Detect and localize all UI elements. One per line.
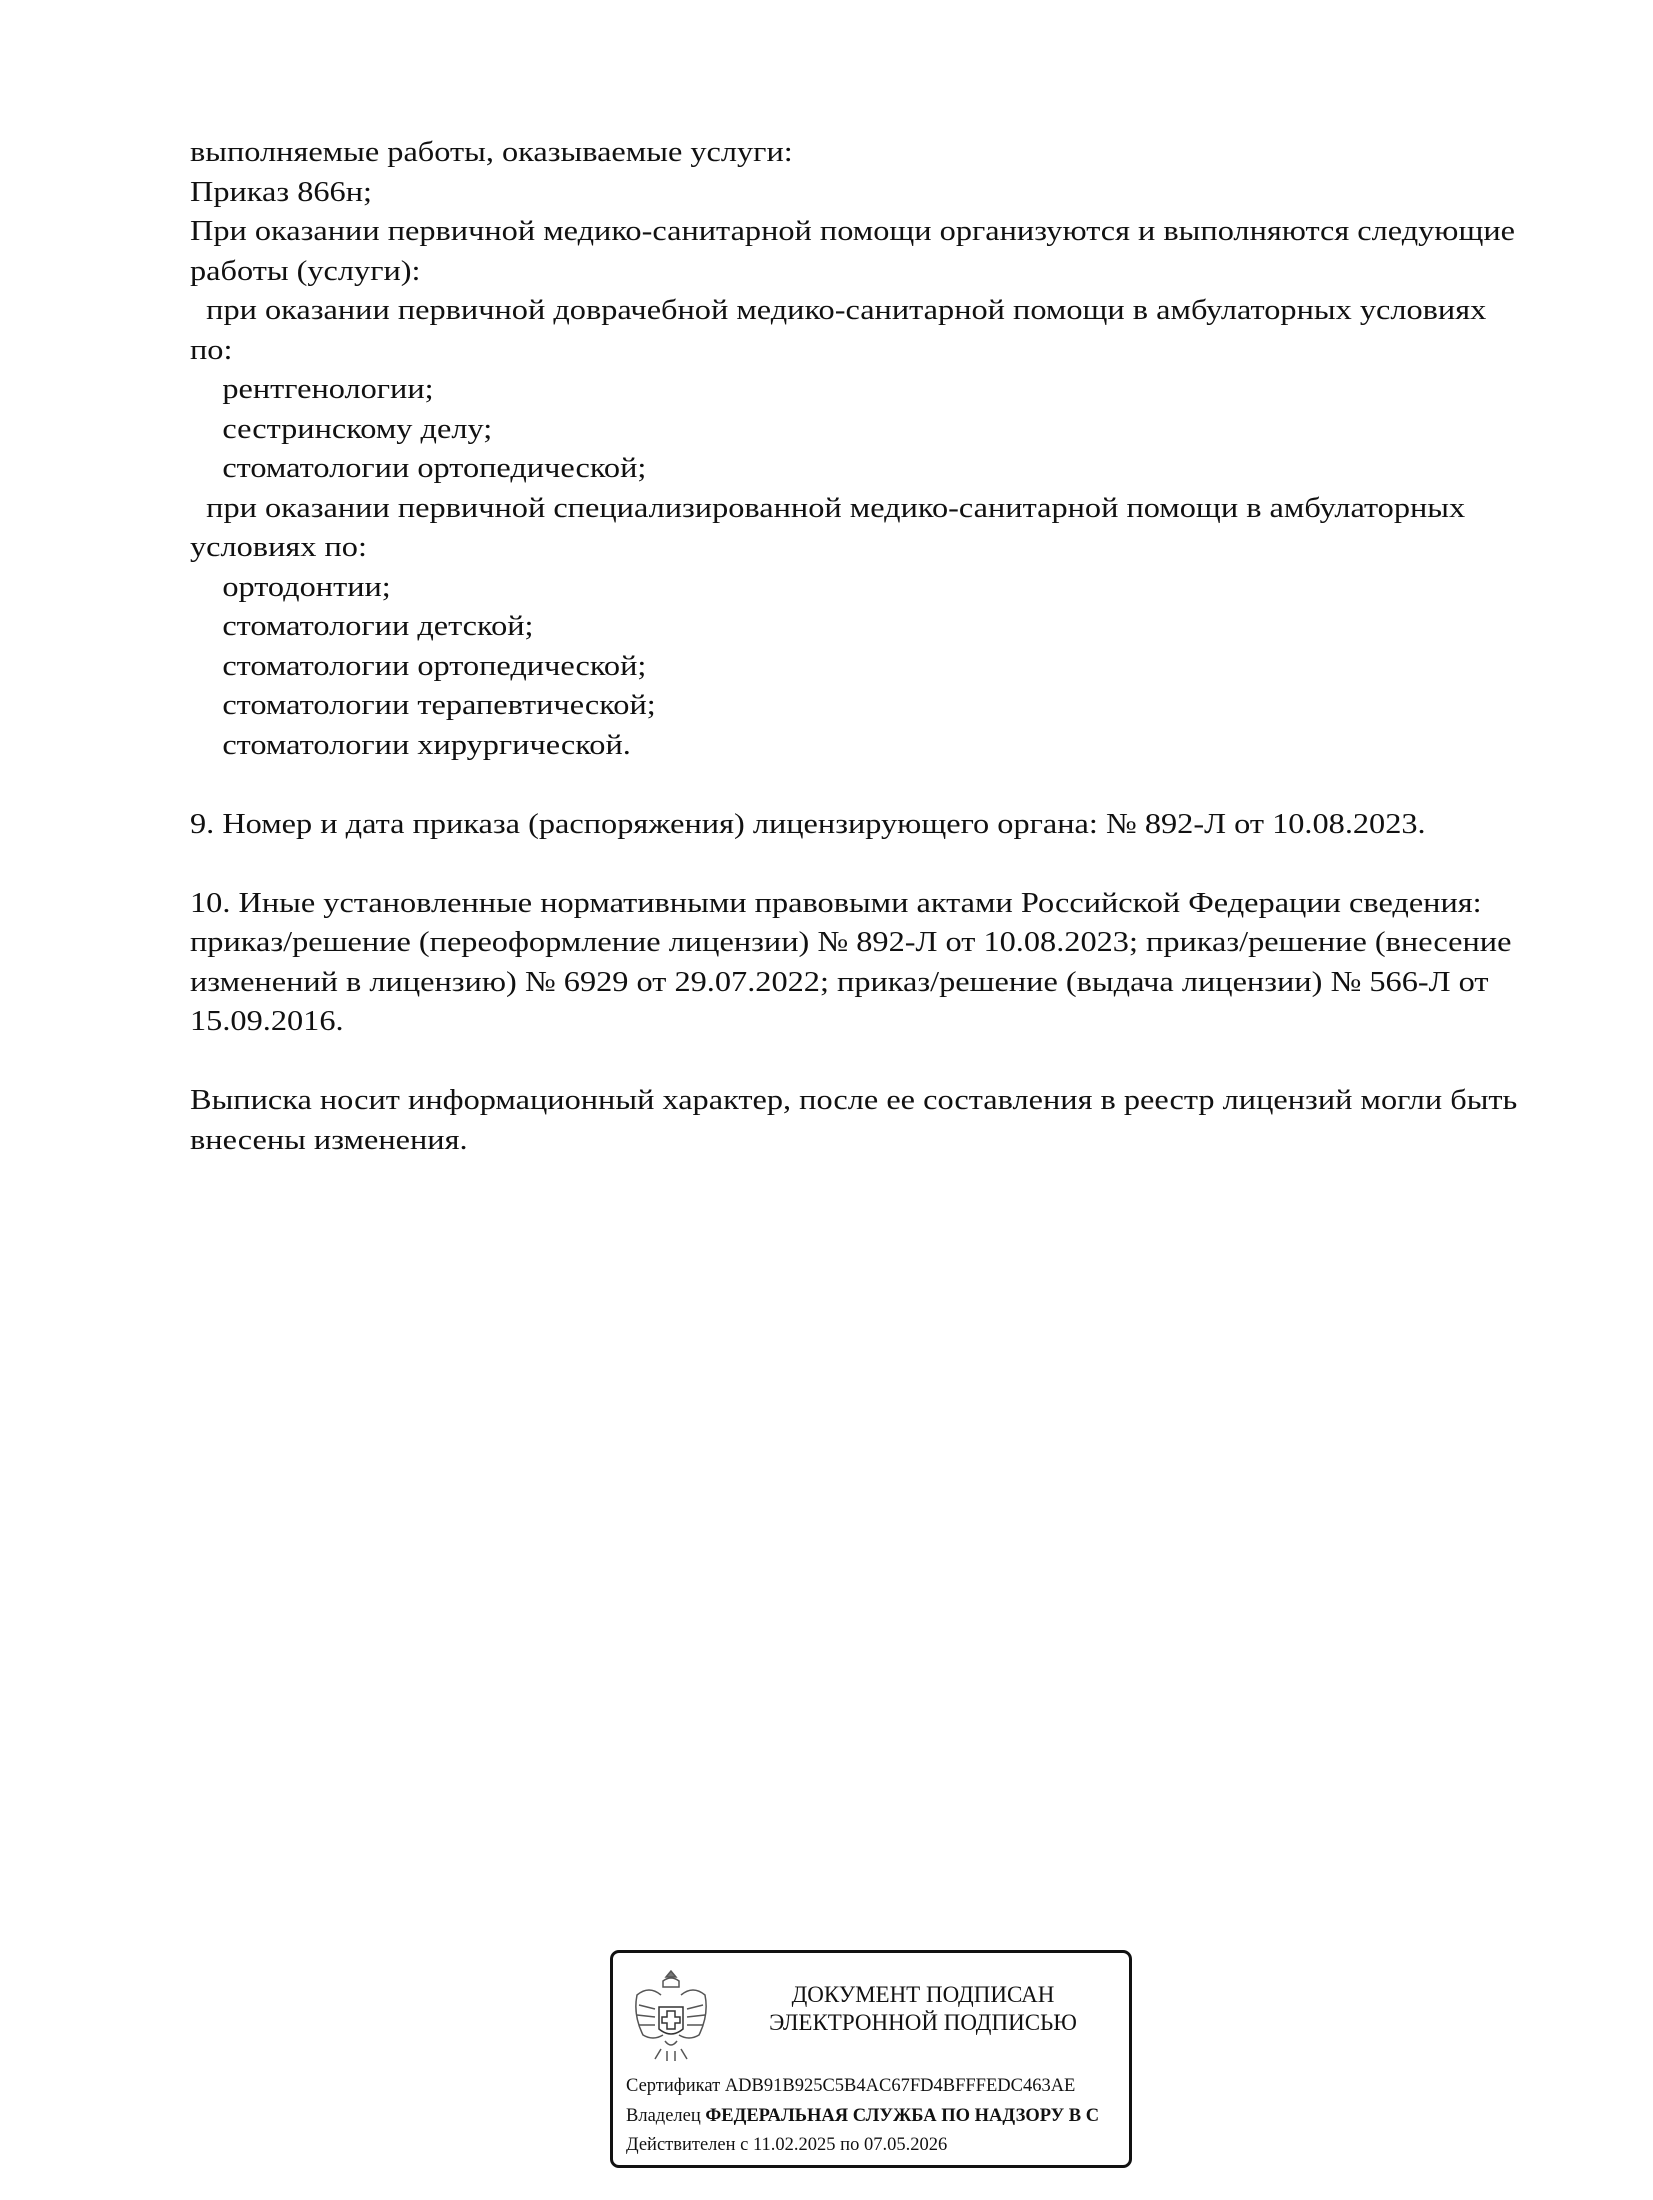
owner-name: ФЕДЕРАЛЬНАЯ СЛУЖБА ПО НАДЗОРУ В С xyxy=(705,2106,1100,2126)
item-9-order-number: 9. Номер и дата приказа (распоряжения) лицензирующего органа: № 892-Л от 10.08.2023. xyxy=(190,807,1426,840)
text-line: при оказании первичной специализированной медико-санитарной помощи в амбулаторных xyxy=(190,491,1466,524)
text-line: сестринскому делу; xyxy=(190,412,493,445)
item-10-line: 15.09.2016. xyxy=(190,1005,344,1037)
text-line: Приказ 866н; xyxy=(190,175,373,208)
text-line: рентгенологии; xyxy=(190,373,434,405)
disclaimer-line: внесены изменения. xyxy=(190,1123,468,1156)
stamp-title: ДОКУМЕНТ ПОДПИСАН ЭЛЕКТРОННОЙ ПОДПИСЬЮ xyxy=(769,1982,1077,2035)
owner-line: Владелец ФЕДЕРАЛЬНАЯ СЛУЖБА ПО НАДЗОРУ В С xyxy=(626,2106,1100,2126)
electronic-signature-stamp xyxy=(610,1950,1132,2168)
item-10-line: 10. Иные установленные нормативными правовыми актами Российской Федерации сведения: xyxy=(190,886,1482,919)
validity-line: Действителен с 11.02.2025 по 07.05.2026 xyxy=(626,2135,948,2155)
document-body xyxy=(190,133,1517,1160)
certificate-line: Сертификат ADB91B925C5B4AC67FD4BFFFEDC463AE xyxy=(626,2076,1076,2096)
certificate-id: ADB91B925C5B4AC67FD4BFFFEDC463AE xyxy=(724,2076,1076,2096)
text-line: стоматологии ортопедической; xyxy=(190,452,647,484)
text-line: условиях по: xyxy=(190,531,367,563)
text-line: стоматологии терапевтической; xyxy=(190,689,656,721)
text-line: работы (услуги): xyxy=(190,254,421,287)
text-line: стоматологии ортопедической; xyxy=(190,649,647,682)
text-line: по: xyxy=(190,333,233,366)
text-line: при оказании первичной доврачебной медико-санитарной помощи в амбулаторных условиях xyxy=(190,294,1487,326)
validity-period: с 11.02.2025 по 07.05.2026 xyxy=(740,2135,948,2155)
disclaimer-line: Выписка носит информационный характер, после ее составления в реестр лицензий могли быть xyxy=(190,1084,1518,1116)
item-10-line: изменений в лицензию) № 6929 от 29.07.2022; приказ/решение (выдача лицензии) № 566-Л от xyxy=(190,965,1489,998)
text-line: стоматологии хирургической. xyxy=(190,728,631,761)
russian-coat-of-arms-icon xyxy=(631,1965,711,2065)
text-line: выполняемые работы, оказываемые услуги: xyxy=(190,136,793,168)
text-line: При оказании первичной медико-санитарной помощи организуются и выполняются следующие xyxy=(190,215,1515,247)
item-10-line: приказ/решение (переоформление лицензии) № 892-Л от 10.08.2023; приказ/решение (внесение xyxy=(190,926,1512,958)
text-line: стоматологии детской; xyxy=(190,610,534,642)
text-line: ортодонтии; xyxy=(190,570,391,603)
